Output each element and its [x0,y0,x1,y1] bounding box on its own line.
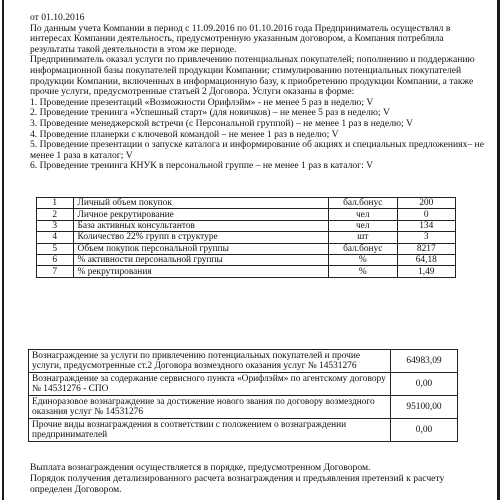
list-item: 6. Проведение тренинга КНУК в персональной группе – не менее 1 раз в каталог: V [30,160,374,172]
document-date: от 01.10.2016 [30,12,85,23]
rewards-table [28,349,458,442]
metric-value: 0 [397,209,455,220]
row-number: 6 [37,254,74,265]
reward-description: Вознаграждение за услуги по привлечению потенциальных покупателей и прочие услуги, предусмотренные ст.2 Договора возмездного оказания услуг № 14531276 [29,350,391,373]
table-row [37,220,456,231]
metric-value: 64,18 [397,254,455,265]
table-row [37,254,456,265]
list-item: 2. Проведение тренинга «Успешный старт» (для новичков) – не менее 5 раз в неделю; V [30,107,390,119]
metric-name: % рекрутирования [73,266,328,277]
document-body [30,13,485,172]
metric-name: Личный объем покупок [73,198,328,209]
procedure-note: Порядок получения детализированного расчета вознаграждения и предъявления претензий к расчету определен Договором. [30,473,445,495]
metric-name: Количество 22% групп в структуре [73,232,328,243]
table-row [37,198,456,209]
metric-name: Объем покупок персональной группы [73,243,328,254]
services-paragraph: Предприниматель оказал услуги по привлечению потенциальных покупателей; пополнению и поддержанию информационной базы покупателей продукции Компании; стимулированию потенциальных покупателей продукции Компании, включенных в информационную базу, к приобретению продукции Компании, а также прочие услуги, предусмотренные статьей 2 Договора. Услуги оказаны в форме: [30,54,475,98]
metric-unit: % [328,266,397,277]
table-row [29,419,458,442]
table-row [37,209,456,220]
reward-description: Вознаграждение за содержание сервисного пункта «Орифлэйм» по агентскому договору № 14531276 - СПО [29,373,391,396]
metric-name: База активных консультантов [73,220,328,231]
reward-amount: 95100,00 [391,396,458,419]
metric-unit: % [328,254,397,265]
document-footer [30,462,485,495]
row-number: 2 [37,209,74,220]
row-number: 1 [37,198,74,209]
metric-unit: шт [328,232,397,243]
table-row [29,396,458,419]
reward-amount: 0,00 [391,419,458,442]
reward-amount: 64983,09 [391,350,458,373]
right-scan-border [497,0,500,500]
payment-note: Выплата вознаграждения осуществляется в порядке, предусмотренном Договором. [30,462,371,473]
metric-unit: чел [328,220,397,231]
reward-description: Единоразовое вознаграждение за достижение нового звания по договору возмездного оказания услуг № 14531276 [29,396,391,419]
metric-unit: чел [328,209,397,220]
reward-description: Прочие виды вознаграждения в соответствии с положением о вознаграждении предпринимателей [29,419,391,442]
table-row [37,266,456,277]
metric-value: 1,49 [397,266,455,277]
table-row [37,232,456,243]
metric-unit: бал.бонус [328,243,397,254]
row-number: 7 [37,266,74,277]
services-list [30,98,485,172]
table-row [37,243,456,254]
metrics-table [36,197,456,278]
list-item: 3. Проведение менеджерской встречи (с Персональной группой) – не менее 1 раз в неделю; V [30,117,414,129]
metric-value: 8217 [397,243,455,254]
row-number: 5 [37,243,74,254]
metric-unit: бал.бонус [328,198,397,209]
metric-value: 3 [397,232,455,243]
row-number: 3 [37,220,74,231]
metric-name: Личное рекрутирование [73,209,328,220]
table-row [29,350,458,373]
intro-paragraph: По данным учета Компании в период с 11.09.2016 по 01.10.2016 года Предприниматель осуществлял в интересах Компании деятельность, предусмотренную указанным договором, а Компания потребляла результаты такой деятельности в этом же периоде. [30,22,451,55]
metric-value: 200 [397,198,455,209]
metric-value: 134 [397,220,455,231]
list-item: 5. Проведение презентации о запуске каталога и информирование об акциях и специальных предложениях– не менее 1 раза в каталог; V [30,139,484,161]
metric-name: % активности персональной группы [73,254,328,265]
reward-amount: 0,00 [391,373,458,396]
list-item: 1. Проведение презентаций «Возможности Орифлэйм» - не менее 5 раз в неделю; V [30,96,374,108]
row-number: 4 [37,232,74,243]
list-item: 4. Проведение планерки с ключевой командой – не менее 1 раз в неделю; V [30,128,339,140]
left-scan-border [2,0,4,500]
table-row [29,373,458,396]
